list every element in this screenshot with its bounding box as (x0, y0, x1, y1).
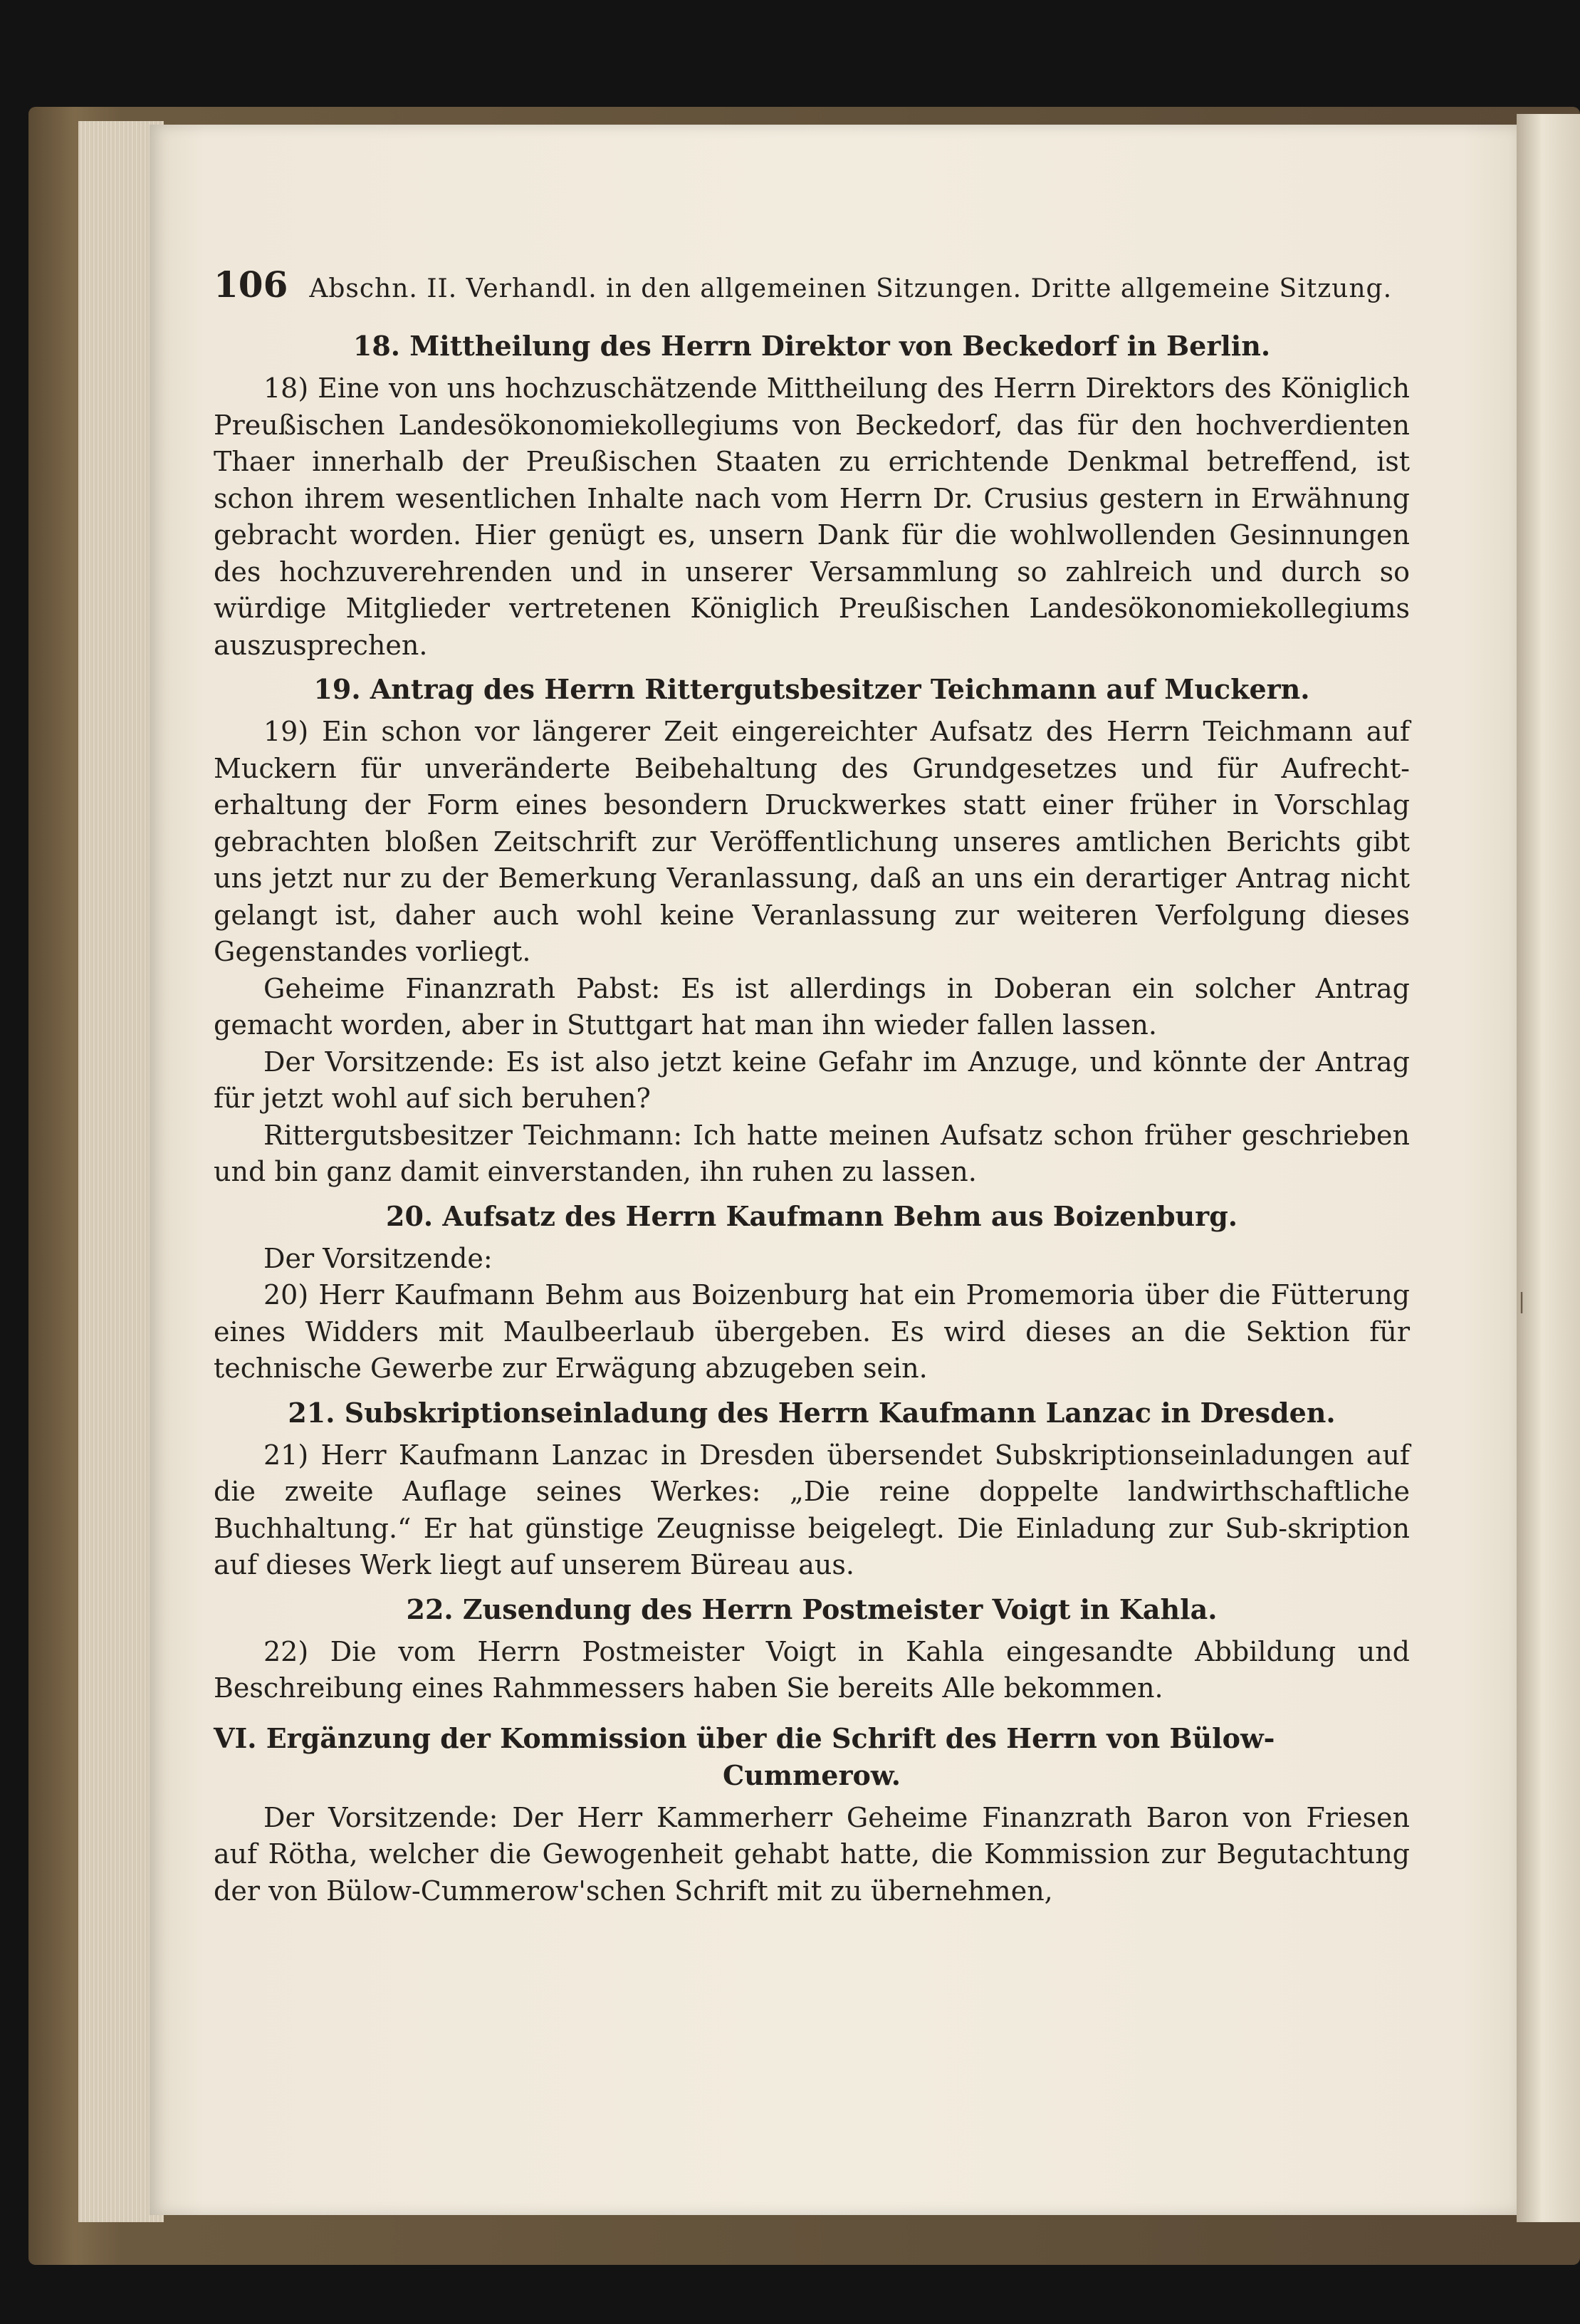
paragraph: Geheime Finanzrath Pabst: Es ist allerdings in Doberan ein solcher Antrag gemacht worden, aber in Stuttgart hat man ihn wieder fallen lassen. (214, 972, 1410, 1041)
paragraph: Der Vorsitzende: Der Herr Kammerherr Geheime Finanzrath Baron von Friesen auf Rötha, welcher die Gewogenheit gehabt hatte, die Kommission zur Begutachtung der von Bülow-Cummerow'schen Schrift mit zu übernehmen, (214, 1801, 1410, 1907)
paragraph: Rittergutsbesitzer Teichmann: Ich hatte meinen Aufsatz schon früher geschrieben und bin ganz damit einverstanden, ihn ruhen zu lassen. (214, 1119, 1410, 1187)
section-heading-21: 21. Subskriptionseinladung des Herrn Kaufmann Lanzac in Dresden. (288, 1396, 1336, 1429)
paragraph: Der Vorsitzende: (263, 1242, 493, 1274)
section-heading-19: 19. Antrag des Herrn Rittergutsbesitzer Teichmann auf Muckern. (313, 673, 1310, 705)
page-content (214, 264, 1410, 1909)
major-section-heading (214, 1720, 1410, 1794)
running-head-text: Abschn. II. Verhandl. in den allgemeinen Sitzungen. Dritte allgemeine Sitzung. (309, 274, 1393, 303)
paragraph: 18) Eine von uns hochzuschätzende Mittheilung des Herrn Direktors des Königlich Preußischen Landesökonomiekollegiums von Beckedorf, das für den hochverdienten Thaer innerhalb der Preußischen Staaten zu errichtende Denkmal betreffend, ist schon ihrem wesentlichen Inhalte nach vom Herrn Dr. Crusius gestern in Erwähnung gebracht worden. Hier genügt es, unsern Dank für die wohlwollenden Gesinnungen des hochzuverehrenden und in unserer Versammlung so zahlreich und durch so würdige Mitglieder vertretenen Königlich Preußischen Landesökonomiekollegiums auszusprechen. (214, 372, 1410, 661)
paragraph: Der Vorsitzende: Es ist also jetzt keine Gefahr im Anzuge, und könnte der Antrag für jetzt wohl auf sich beruhen? (214, 1046, 1410, 1114)
paragraph: 22) Die vom Herrn Postmeister Voigt in Kahla eingesandte Abbildung und Beschreibung eines Rahmmessers haben Sie bereits Alle bekommen. (214, 1635, 1410, 1704)
section-heading-20: 20. Aufsatz des Herrn Kaufmann Behm aus Boizenburg. (386, 1199, 1238, 1232)
major-section-heading-text: VI. Ergänzung der Kommission über die Schrift des Herrn von Bülow- (214, 1721, 1275, 1754)
margin-mark: | (1518, 1289, 1526, 1314)
paragraph: 19) Ein schon vor längerer Zeit eingereichter Aufsatz des Herrn Teichmann auf Muckern für unveränderte Beibehaltung des Grundgesetzes und für Aufrecht-erhaltung der Form eines besondern Druckwerkes statt einer früher in Vorschlag gebrachten bloßen Zeitschrift zur Veröffentlichung unseres amtlichen Berichts gibt uns jetzt nur zu der Bemerkung Veranlassung, daß an uns ein derartiger Antrag nicht gelangt ist, daher auch wohl keine Veranlassung zur weiteren Verfolgung dieses Gegenstandes vorliegt. (214, 716, 1410, 967)
major-section-heading-cont: Cummerow. (723, 1758, 901, 1791)
section-heading-18: 18. Mittheilung des Herrn Direktor von Beckedorf in Berlin. (352, 330, 1271, 362)
paragraph: 20) Herr Kaufmann Behm aus Boizenburg hat ein Promemoria über die Fütterung eines Widders mit Maulbeerlaub übergeben. Es wird dieses an die Sektion für technische Gewerbe zur Erwägung abzugeben sein. (214, 1279, 1410, 1384)
running-head (214, 264, 1410, 313)
paragraph: 21) Herr Kaufmann Lanzac in Dresden übersendet Subskriptionseinladungen auf die zweite Auflage seines Werkes: „Die reine doppelte landwirthschaftliche Buchhaltung.“ Er hat günstige Zeugnisse beigelegt. Die Einladung zur Sub-skription auf dieses Werk liegt auf unserem Büreau aus. (214, 1439, 1410, 1580)
facing-page-edge (1517, 114, 1580, 2222)
section-heading-22: 22. Zusendung des Herrn Postmeister Voigt in Kahla. (406, 1593, 1218, 1625)
page-number: 106 (214, 264, 288, 306)
